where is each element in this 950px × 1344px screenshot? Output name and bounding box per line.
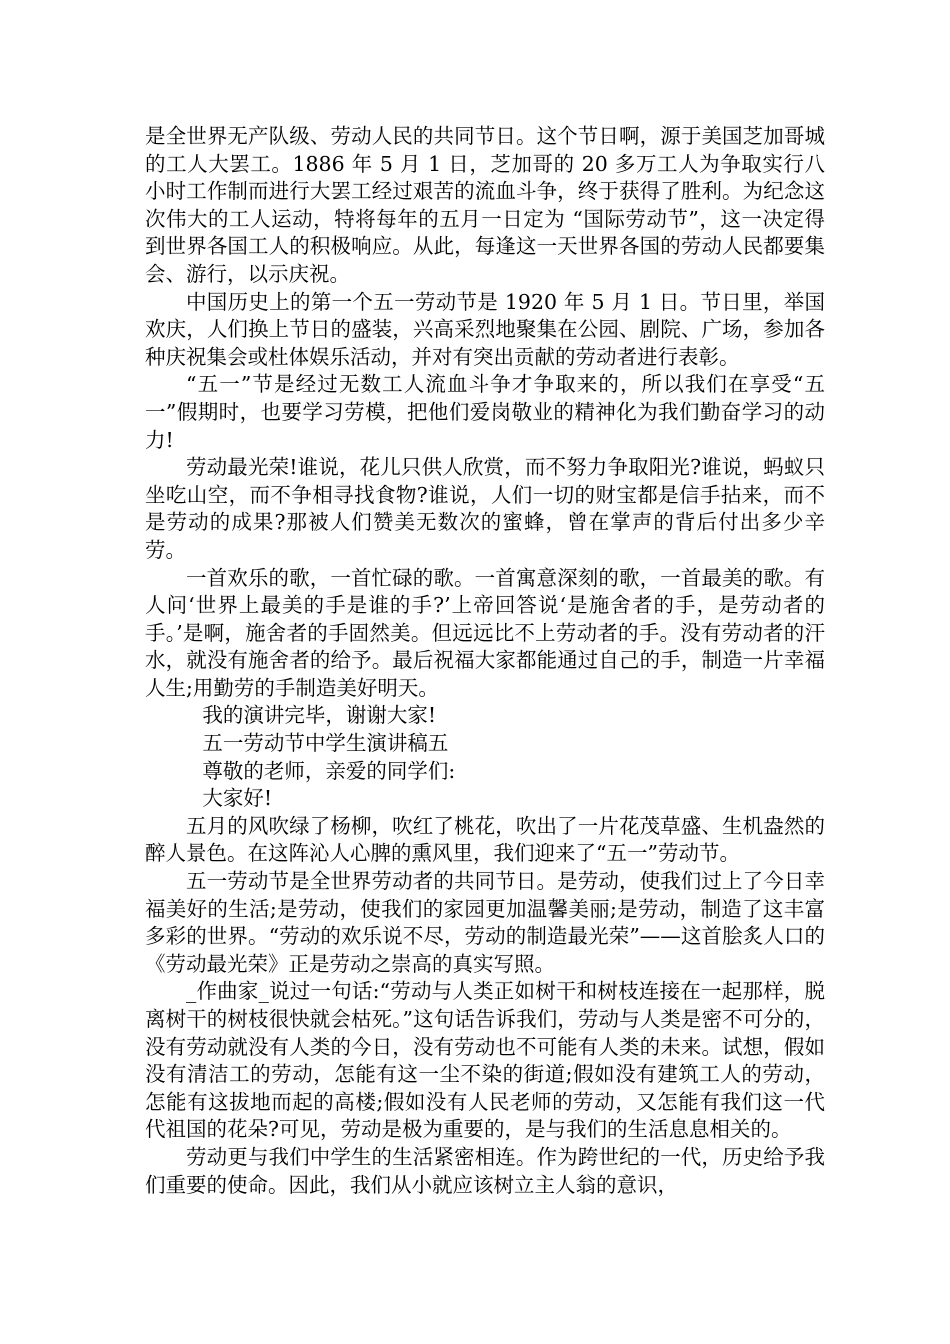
paragraph-origin-of-may-day: 是全世界无产队级、劳动人民的共同节日。这个节日啊，源于美国芝加哥城的工人大罢工。1886 年 5 月 1 日，芝加哥的 20 多万工人为争取实行八小时工作制而进行大罢工经过艰苦的流血斗争，终于获得了胜利。为纪念这次伟大的工人运动，特将每年的五月一日定为 “国际劳动节”，这一决定得到世界各国工人的积极响应。从此，每逢这一天世界各国的劳动人民都要集会、游行，以示庆祝。 xyxy=(145,124,825,286)
paragraph-labor-is-glorious: 劳动最光荣!谁说，花儿只供人欣赏，而不努力争取阳光?谁说，蚂蚁只坐吃山空，而不争相寻找食物?谁说，人们一切的财宝都是信手拈来，而不是劳动的成果?那被人们赞美无数次的蜜蜂，曾在掌声的背后付出多少辛劳。 xyxy=(145,455,825,562)
paragraph-composer-quote: _作曲家_说过一句话:“劳动与人类正如树干和树枝连接在一起那样，脱离树干的树枝很快就会枯死。”这句话告诉我们，劳动与人类是密不可分的，没有劳动就没有人类的今日，没有劳动也不可能有人类的未来。试想，假如没有清洁工的劳动，怎能有这一尘不染的街道;假如没有建筑工人的劳动，怎能有这拔地而起的高楼;假如没有人民老师的劳动，又怎能有我们这一代代祖国的花朵?可见，劳动是极为重要的，是与我们的生活息息相关的。 xyxy=(145,979,825,1142)
paragraph-song-of-labor: 一首欢乐的歌，一首忙碌的歌。一首寓意深刻的歌，一首最美的歌。有人问‘世界上最美的手是谁的手?’上帝回答说‘是施舍者的手，是劳动者的手。’是啊，施舍者的手固然美。但远远比不上劳动者的手。没有劳动者的汗水，就没有施舍者的给予。最后祝福大家都能通过自己的手，制造一片幸福人生;用勤劳的手制造美好明天。 xyxy=(145,565,825,700)
document-page xyxy=(145,123,825,1199)
speech-title: 五一劳动节中学生演讲稿五 xyxy=(202,731,449,756)
paragraph-may-wind: 五月的风吹绿了杨柳，吹红了桃花，吹出了一片花茂草盛、生机盎然的醉人景色。在这阵沁人心脾的熏风里，我们迎来了“五一”劳动节。 xyxy=(145,813,825,866)
paragraph-learn-from-models: “五一”节是经过无数工人流血斗争才争取来的，所以我们在享受“五一”假期时，也要学习劳模，把他们爱岗敬业的精神化为我们勤奋学习的动力! xyxy=(145,372,825,452)
closing-line: 我的演讲完毕，谢谢大家! xyxy=(202,703,437,728)
paragraph-common-festival: 五一劳动节是全世界劳动者的共同节日。是劳动，使我们过上了今日幸福美好的生活;是劳动，使我们的家园更加温馨美丽;是劳动，制造了这丰富多彩的世界。“劳动的欢乐说不尽，劳动的制造最光荣”——这首脍炙人口的《劳动最光荣》正是劳动之崇高的真实写照。 xyxy=(145,869,825,976)
salutation-line: 尊敬的老师，亲爱的同学们: xyxy=(202,758,456,783)
paragraph-china-first-may-day: 中国历史上的第一个五一劳动节是 1920 年 5 月 1 日。节日里，举国欢庆，人们换上节日的盛装，兴高采烈地聚集在公园、剧院、广场，参加各种庆祝集会或杜体娱乐活动，并对有突出贡献的劳动者进行表彰。 xyxy=(145,289,825,369)
paragraph-students-mission: 劳动更与我们中学生的生活紧密相连。作为跨世纪的一代，历史给予我们重要的使命。因此，我们从小就应该树立主人翁的意识， xyxy=(145,1144,825,1197)
greeting-line: 大家好! xyxy=(202,786,273,811)
